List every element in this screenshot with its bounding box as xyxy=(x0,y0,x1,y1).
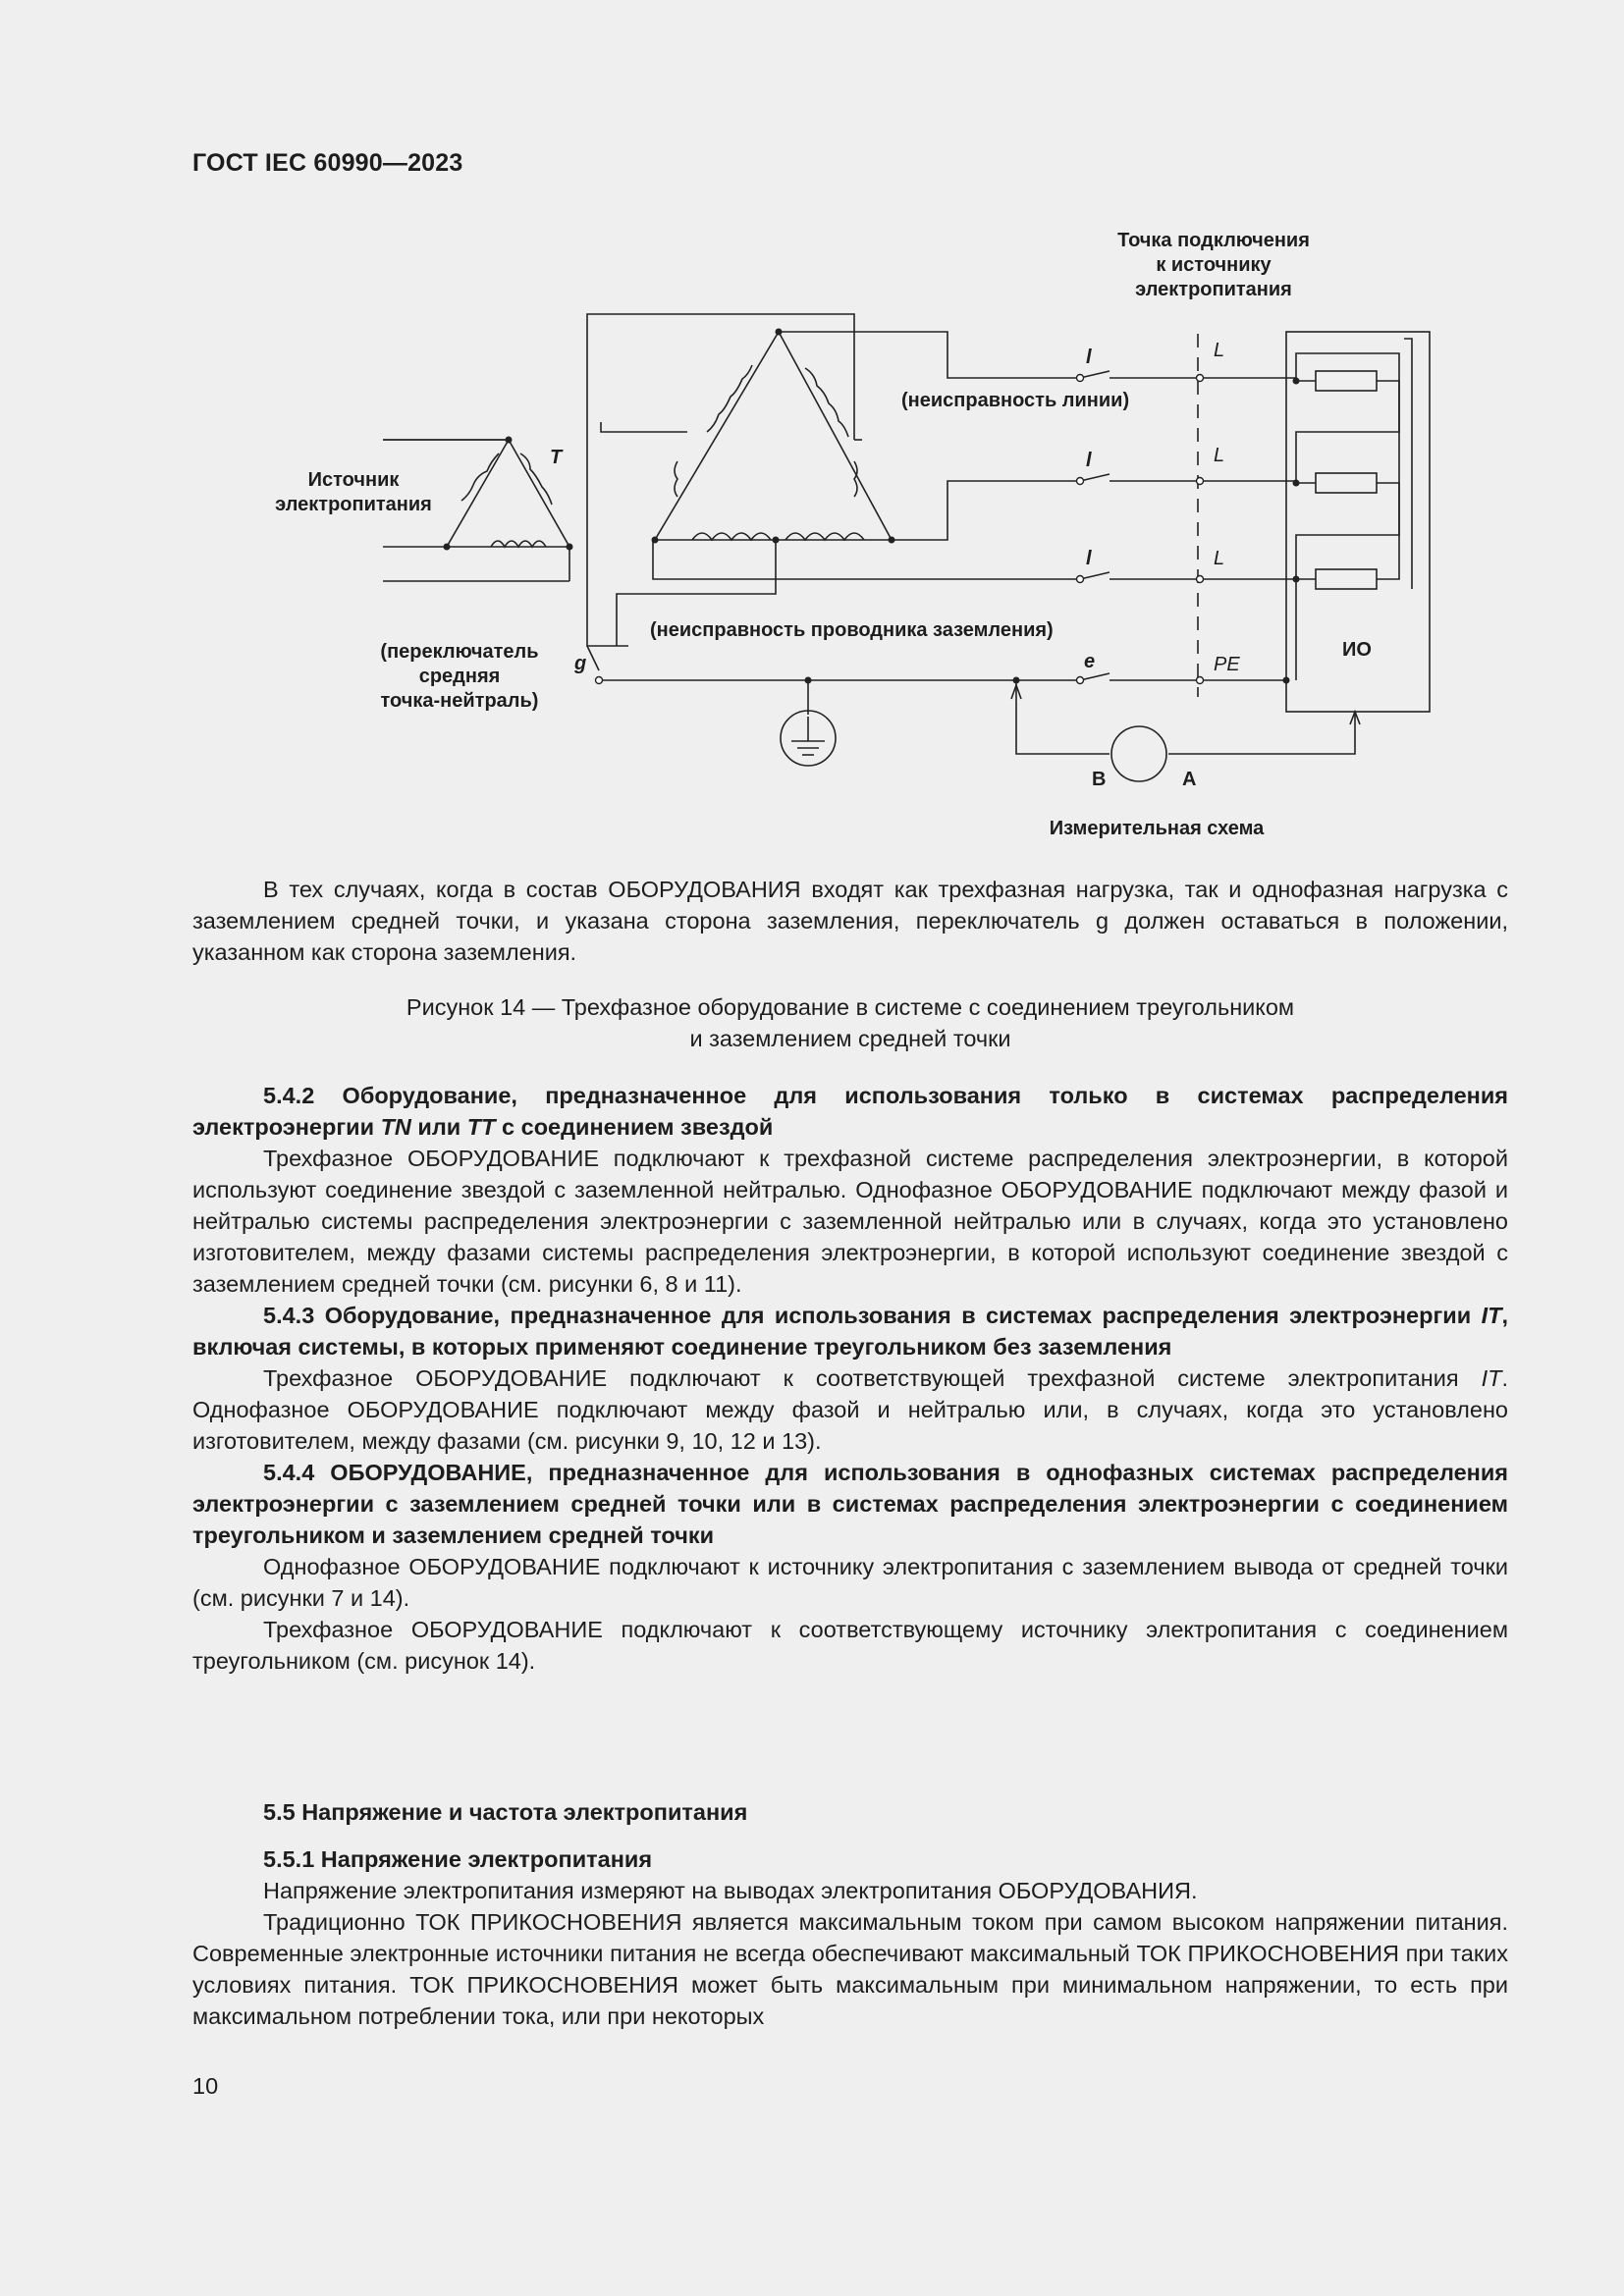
paragraph-5-5-1-1: Напряжение электропитания измеряют на выводах электропитания ОБОРУДОВАНИЯ. xyxy=(263,1878,1198,1903)
heading-5-5: 5.5 Напряжение и частота электропитания xyxy=(263,1799,748,1825)
label-equipment: ИО xyxy=(1342,639,1372,661)
label-e: e xyxy=(1084,651,1096,672)
circuit-diagram xyxy=(0,0,1624,864)
label-L-3: L xyxy=(1214,548,1225,569)
label-l-1: l xyxy=(1086,347,1092,368)
caption-line-1: Рисунок 14 — Трехфазное оборудование в системе с соединением треугольником xyxy=(406,994,1295,1020)
label-B: B xyxy=(1092,769,1107,790)
label-l-3: l xyxy=(1086,548,1092,569)
caption-line-2: и заземлением средней точки xyxy=(689,1026,1011,1051)
label-L-1: L xyxy=(1214,340,1225,361)
note-paragraph: В тех случаях, когда в состав ОБОРУДОВАНИЯ входят как трехфазная нагрузка, так и однофазная нагрузка с заземлением средней точки, и указана сторона заземления, переключатель g должен оставаться в положении, указанном как сторона заземления. xyxy=(192,877,1508,965)
heading-5-4-2-a: 5.4.2 Оборудование, предназначенное для использования только в системах распределения электроэнергии xyxy=(192,1083,1508,1140)
label-line-fault: (неисправность линии) xyxy=(901,390,1130,411)
section-5-5 xyxy=(192,1796,1508,1828)
section-5-5-1 xyxy=(192,1843,1508,2032)
heading-5-5-1: 5.5.1 Напряжение электропитания xyxy=(263,1846,653,1872)
heading-5-4-2 xyxy=(192,1080,1508,1143)
paragraph-5-4-4-1: Однофазное ОБОРУДОВАНИЕ подключают к источнику электропитания с заземлением вывода от средней точки (см. рисунки 7 и 14). xyxy=(192,1554,1508,1611)
label-connection-point-2: к источнику xyxy=(1156,254,1272,276)
label-A: A xyxy=(1182,769,1197,790)
label-connection-point-1: Точка подключения xyxy=(1117,230,1310,251)
heading-5-4-2-tt: TT xyxy=(466,1114,496,1140)
label-ground-fault: (неисправность проводника заземления) xyxy=(650,619,1054,641)
heading-5-4-3 xyxy=(192,1300,1508,1362)
heading-5-4-2-b: или xyxy=(410,1114,467,1140)
page-number: 10 xyxy=(192,2073,219,2099)
label-connection-point-3: электропитания xyxy=(1135,279,1292,300)
label-T: T xyxy=(550,447,563,468)
label-switch-1: (переключатель xyxy=(380,641,539,663)
label-switch-2: средняя xyxy=(418,666,501,687)
heading-5-4-3-b: , включая системы, в которых применяют соединение треугольником без заземления xyxy=(192,1303,1508,1360)
label-power-source-1: Источник xyxy=(307,469,400,491)
document-header: ГОСТ IEC 60990—2023 xyxy=(192,149,463,177)
heading-5-4-4: 5.4.4 ОБОРУДОВАНИЕ, предназначенное для использования в однофазных системах распределения электроэнергии с заземлением средней точки или в системах распределения электроэнергии с соединением треугольником и заземлением средней точки xyxy=(192,1460,1508,1548)
label-l-2: l xyxy=(1086,450,1092,471)
paragraph-5-4-3-a: Трехфазное ОБОРУДОВАНИЕ подключают к соответствующей трехфазной системе электропитания xyxy=(263,1365,1482,1391)
paragraph-5-4-3 xyxy=(192,1362,1508,1457)
heading-5-4-2-tn: TN xyxy=(380,1114,411,1140)
main-text xyxy=(192,1080,1508,1677)
figure-note xyxy=(192,874,1508,968)
label-PE: PE xyxy=(1214,654,1240,675)
paragraph-5-4-3-b: . Однофазное ОБОРУДОВАНИЕ подключают между фазой и нейтралью или, в случаях, когда это установлено изготовителем, между фазами (см. рисунки 9, 10, 12 и 13). xyxy=(192,1365,1508,1454)
paragraph-5-4-4-2: Трехфазное ОБОРУДОВАНИЕ подключают к соответствующему источнику электропитания с соединением треугольником (см. рисунок 14). xyxy=(192,1617,1508,1674)
label-power-source-2: электропитания xyxy=(275,494,432,515)
paragraph-5-5-1-2: Традиционно ТОК ПРИКОСНОВЕНИЯ является максимальным током при самом высоком напряжении питания. Современные электронные источники питания не всегда обеспечивают максимальный ТОК ПРИКОСНОВЕНИЯ при таких условиях питания. ТОК ПРИКОСНОВЕНИЯ может быть максимальным при минимальном напряжении, то есть при максимальном потреблении тока, или при некоторых xyxy=(192,1909,1508,2029)
label-switch-3: точка-нейтраль) xyxy=(380,690,539,712)
heading-5-4-3-it: IT xyxy=(1481,1303,1502,1328)
heading-5-4-2-c: с соединением звездой xyxy=(495,1114,774,1140)
paragraph-5-4-3-it: IT xyxy=(1481,1365,1502,1391)
heading-5-4-3-a: 5.4.3 Оборудование, предназначенное для использования в системах распределения электроэнергии xyxy=(263,1303,1482,1328)
label-measurement-circuit: Измерительная схема xyxy=(1049,818,1265,839)
label-g: g xyxy=(574,653,587,674)
figure-caption xyxy=(192,991,1508,1054)
label-L-2: L xyxy=(1214,445,1225,466)
paragraph-5-4-2: Трехфазное ОБОРУДОВАНИЕ подключают к трехфазной системе распределения электроэнергии, в которой используют соединение звездой с заземленной нейтралью. Однофазное ОБОРУДОВАНИЕ подключают между фазой и нейтралью системы распределения электроэнергии с заземленной нейтралью или в случаях, когда это установлено изготовителем, между фазами системы распределения электроэнергии, в которой используют соединение звездой с заземлением средней точки (см. рисунки 6, 8 и 11). xyxy=(192,1146,1508,1297)
